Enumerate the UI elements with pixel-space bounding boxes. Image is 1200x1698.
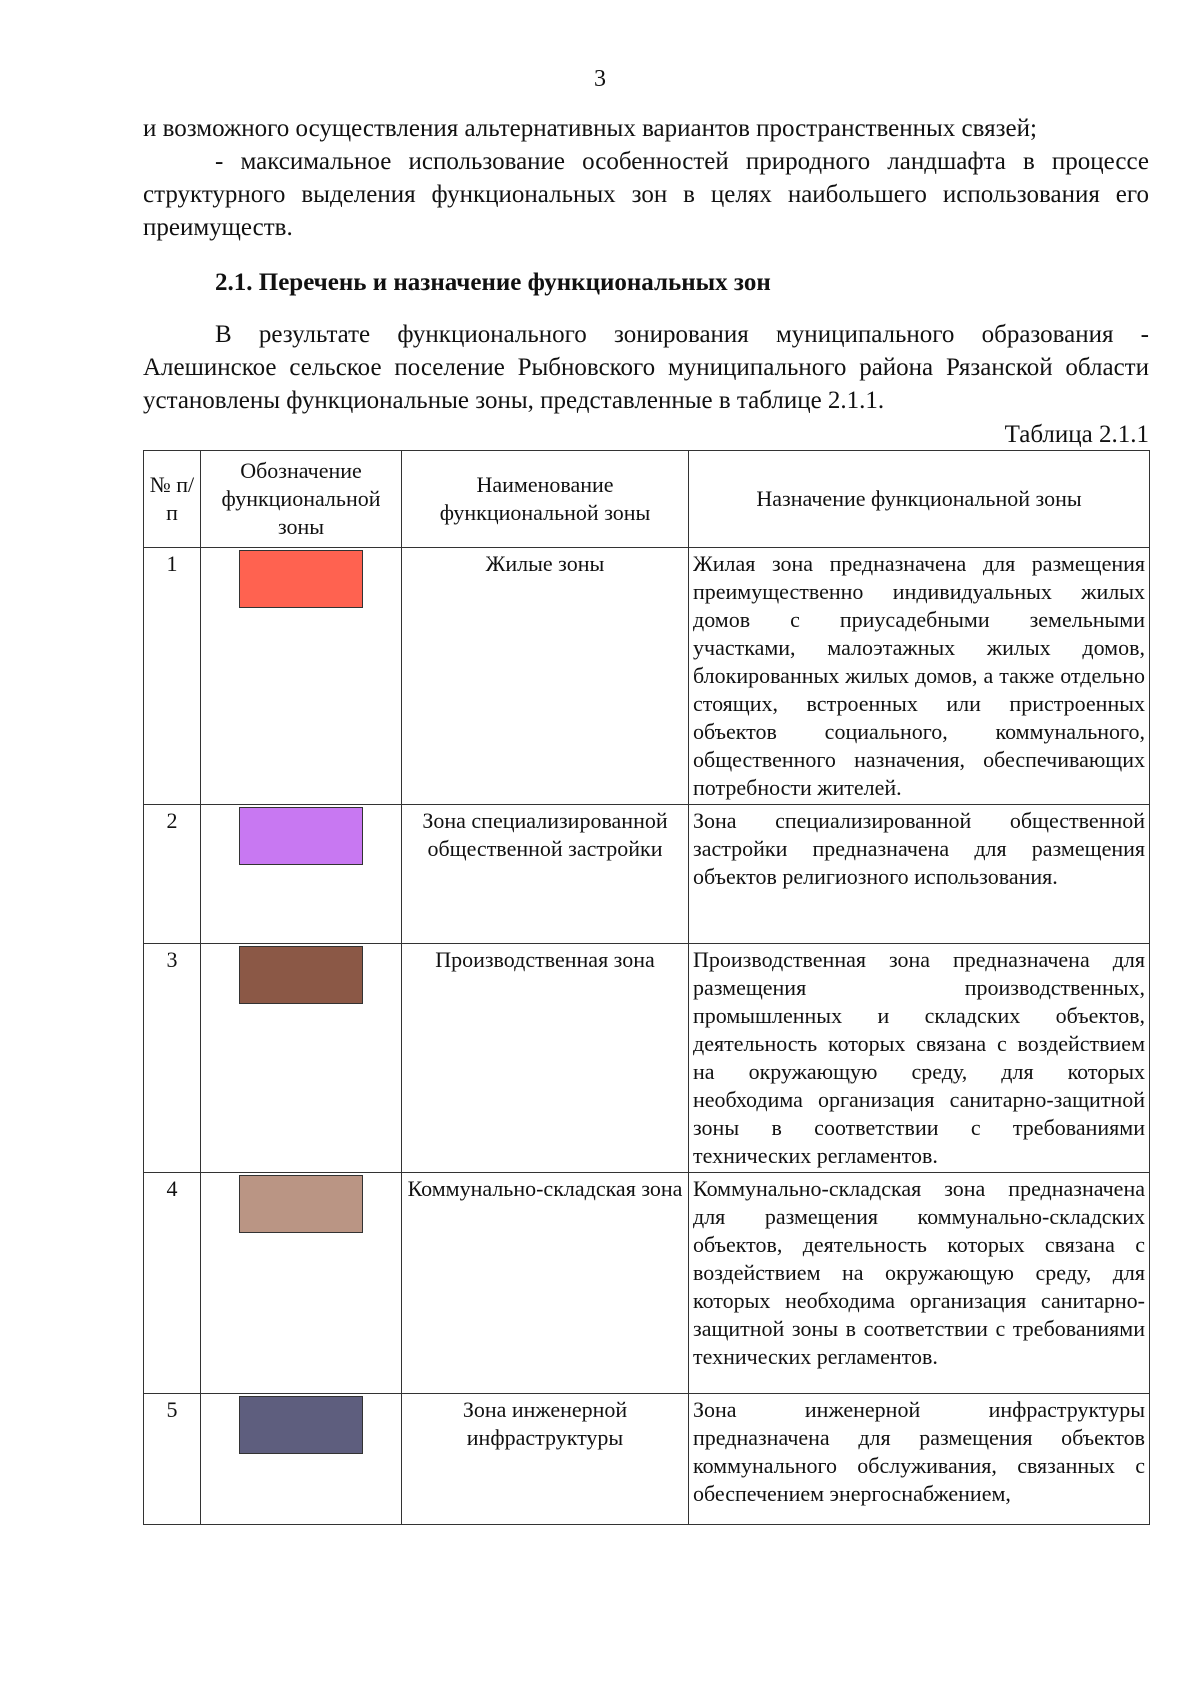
section-paragraph: В результате функционального зонирования муниципального образования - Алешинское сельское поселение Рыбновского муниципального района Рязанской области установлены функциональные зоны, представленные в таблице 2.1.1.: [143, 321, 1149, 414]
zone-color-swatch: [239, 1396, 363, 1454]
table-header-row: [144, 451, 1150, 548]
functional-zones-table: [143, 450, 1150, 1525]
table-row: [144, 1394, 1150, 1525]
zone-color-swatch: [239, 946, 363, 1004]
zone-name: Коммунально-складская зона: [402, 1173, 689, 1394]
header-purpose: Назначение функциональной зоны: [689, 451, 1150, 548]
row-number: 1: [144, 548, 201, 805]
table-row: [144, 548, 1150, 805]
designation-cell: [201, 1173, 402, 1394]
designation-cell: [201, 1394, 402, 1525]
row-number: 2: [144, 805, 201, 944]
table-row: [144, 1173, 1150, 1394]
designation-cell: [201, 548, 402, 805]
zone-purpose: Производственная зона предназначена для размещения производственных, промышленных и складских объектов, деятельность которых связана с воздействием на окружающую среду, для которых необходима организация санитарно-защитной зоны в соответствии с требованиями технических регламентов.: [689, 944, 1150, 1173]
section-heading: 2.1. Перечень и назначение функциональных зон: [215, 269, 771, 296]
row-number: 3: [144, 944, 201, 1173]
header-name: Наименование функциональной зоны: [402, 451, 689, 548]
intro-paragraph-2: - максимальное использование особенностей природного ландшафта в процессе структурного выделения функциональных зон в целях наибольшего использования его преимуществ.: [143, 148, 1149, 241]
zone-purpose: Жилая зона предназначена для размещения преимущественно индивидуальных жилых домов с приусадебными земельными участками, малоэтажных жилых домов, блокированных жилых домов, а также отдельно стоящих, встроенных или пристроенных объектов социального, коммунального, общественного назначения, обеспечивающих потребности жителей.: [689, 548, 1150, 805]
page-number: 3: [594, 66, 606, 92]
designation-cell: [201, 944, 402, 1173]
zone-purpose: Зона инженерной инфраструктуры предназначена для размещения объектов коммунального обслуживания, связанных с обеспечением энергоснабжением,: [689, 1394, 1150, 1525]
zone-color-swatch: [239, 550, 363, 608]
header-num: № п/п: [144, 451, 201, 548]
zone-purpose: Коммунально-складская зона предназначена для размещения коммунально-складских объектов, деятельность которых связана с воздействием на окружающую среду, для которых необходима организация санитарно-защитной зоны в соответствии с требованиями технических регламентов.: [689, 1173, 1150, 1394]
row-number: 5: [144, 1394, 201, 1525]
zone-color-swatch: [239, 807, 363, 865]
table-row: [144, 944, 1150, 1173]
zone-name: Зона инженерной инфраструктуры: [402, 1394, 689, 1525]
zone-name: Зона специализированной общественной застройки: [402, 805, 689, 944]
document-body: [143, 112, 1149, 1525]
header-designation: Обозначение функциональной зоны: [201, 451, 402, 548]
zone-name: Производственная зона: [402, 944, 689, 1173]
zone-purpose: Зона специализированной общественной застройки предназначена для размещения объектов религиозного использования.: [689, 805, 1150, 944]
zone-color-swatch: [239, 1175, 363, 1233]
zone-name: Жилые зоны: [402, 548, 689, 805]
table-caption: Таблица 2.1.1: [1004, 421, 1149, 448]
row-number: 4: [144, 1173, 201, 1394]
table-row: [144, 805, 1150, 944]
intro-paragraph-1: и возможного осуществления альтернативных вариантов пространственных связей;: [143, 115, 1037, 142]
designation-cell: [201, 805, 402, 944]
